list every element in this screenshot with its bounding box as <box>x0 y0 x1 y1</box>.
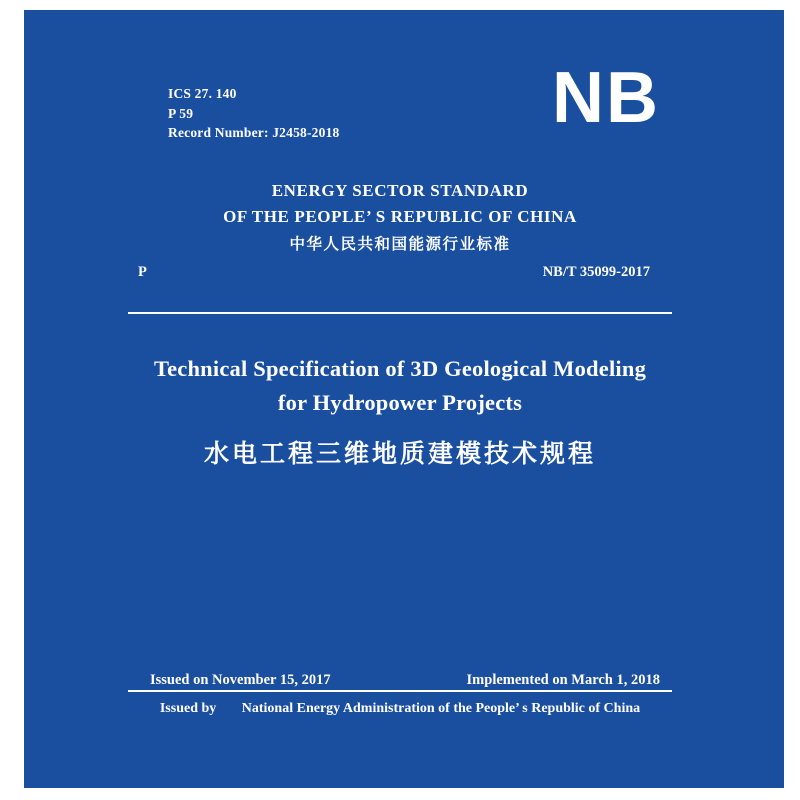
code-row <box>138 264 650 281</box>
classification-code: P 59 <box>168 105 194 121</box>
standard-number: NB/T 35099-2017 <box>542 264 650 280</box>
standard-body-line1: ENERGY SECTOR STANDARD <box>271 181 529 200</box>
document-title <box>70 352 730 470</box>
nb-logo: NB <box>552 58 660 138</box>
divider-bottom <box>128 690 672 692</box>
issuer-name: National Energy Administration of the People’ s Republic of China <box>241 701 641 716</box>
issuer-row <box>0 701 800 717</box>
dates-row <box>150 672 660 689</box>
issue-date: Issued on November 15, 2017 <box>150 672 331 688</box>
standard-body-line2: OF THE PEOPLE’ S REPUBLIC OF CHINA <box>223 207 577 227</box>
page-margin-right <box>784 0 800 800</box>
record-number: Record Number: J2458-2018 <box>168 125 340 141</box>
document-title-en-line1: Technical Specification of 3D Geological Modeling <box>153 356 647 381</box>
page-margin-bottom <box>0 788 800 800</box>
implementation-date: Implemented on March 1, 2018 <box>466 672 660 688</box>
document-title-cn: 水电工程三维地质建模技术规程 <box>203 438 596 468</box>
category-code: P <box>138 264 147 280</box>
page-margin-top <box>0 0 800 10</box>
issued-by-label: Issued by <box>159 701 217 716</box>
standard-body-title-cn: 中华人民共和国能源行业标准 <box>289 235 511 253</box>
standard-body-title <box>0 178 800 231</box>
identifier-block <box>168 84 339 143</box>
ics-number: ICS 27. 140 <box>168 86 237 101</box>
document-title-en-line2: for Hydropower Projects <box>277 389 523 415</box>
page-margin-left <box>0 0 24 800</box>
divider-top <box>128 312 672 314</box>
